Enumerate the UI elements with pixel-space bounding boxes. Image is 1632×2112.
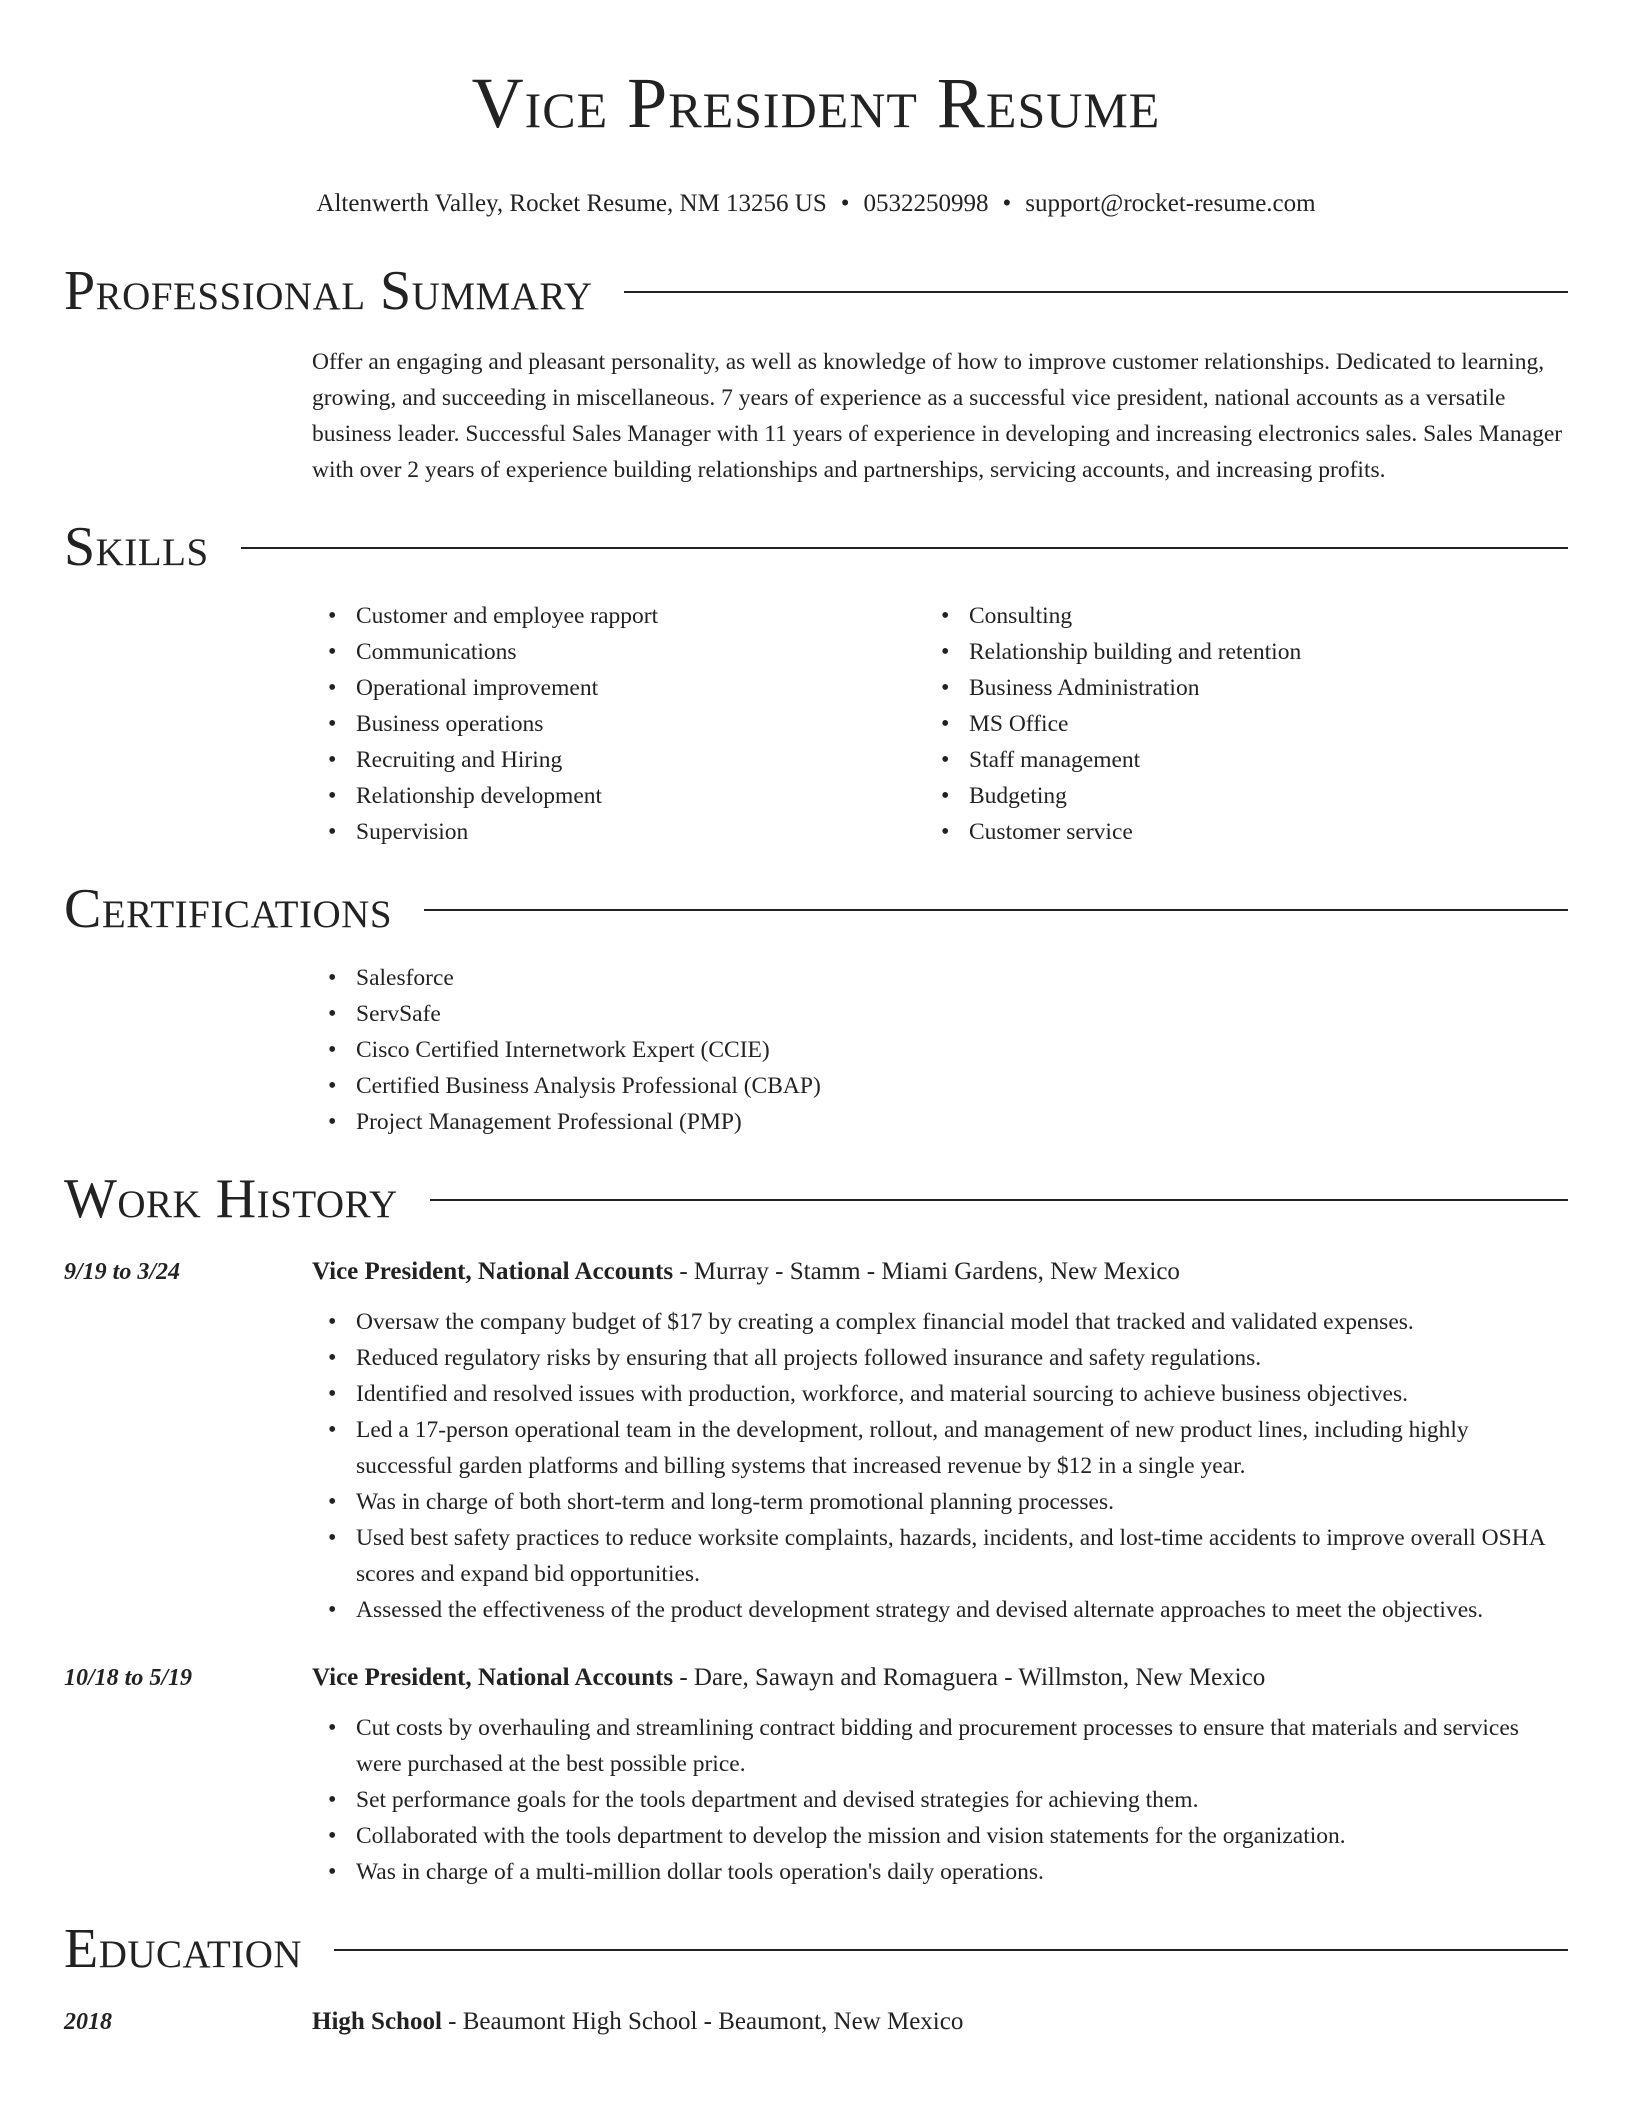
- list-item: • Business Administration: [969, 670, 1538, 706]
- list-item: • Assessed the effectiveness of the product development strategy and devised alternate approaches to meet the objectives.: [356, 1592, 1568, 1628]
- list-item: • Oversaw the company budget of $17 by creating a complex financial model that tracked and validated expenses.: [356, 1304, 1568, 1340]
- list-item: • Operational improvement: [356, 670, 925, 706]
- section-title: Education: [64, 1918, 303, 1980]
- section-header-summary: [64, 258, 1568, 324]
- list-item: • Relationship building and retention: [969, 634, 1538, 670]
- job-employer: - Dare, Sawayn and Romaguera - Willmston, New Mexico: [673, 1664, 1266, 1691]
- job-heading: [312, 1660, 1265, 1696]
- skills-column-left: [312, 598, 925, 850]
- education-year: 2018: [64, 2009, 112, 2035]
- job-title: Vice President, National Accounts: [312, 1258, 674, 1285]
- section-header-education: [64, 1916, 1568, 1982]
- list-item: • Used best safety practices to reduce worksite complaints, hazards, incidents, and lost-time accidents to improve overall OSHA scores and expand bid opportunities.: [356, 1520, 1568, 1592]
- section-divider: [430, 1199, 1568, 1201]
- section-title: Professional Summary: [64, 260, 593, 322]
- list-item: • Led a 17-person operational team in the development, rollout, and management of new product lines, including highly successful garden platforms and billing systems that increased revenue by $12 in a single year.: [356, 1412, 1568, 1484]
- list-item: • Communications: [356, 634, 925, 670]
- list-item: • ServSafe: [356, 996, 1568, 1032]
- contact-line: [64, 188, 1568, 220]
- list-item: • Salesforce: [356, 960, 1568, 996]
- certifications-list: [312, 960, 1568, 1140]
- section-title: Certifications: [64, 878, 393, 940]
- job-bullets: [312, 1304, 1568, 1628]
- section-divider: [334, 1949, 1568, 1951]
- list-item: • Customer service: [969, 814, 1538, 850]
- list-item: • Identified and resolved issues with production, workforce, and material sourcing to achieve business objectives.: [356, 1376, 1568, 1412]
- summary-text: Offer an engaging and pleasant personality, as well as knowledge of how to improve customer relationships. Dedicated to learning, growing, and succeeding in miscellaneous. 7 years of experience as a successful vice president, national accounts as a versatile business leader. Successful Sales Manager with 11 years of experience in developing and increasing electronics sales. Sales Manager with over 2 years of experience building relationships and partnerships, servicing accounts, and increasing profits.: [312, 349, 1563, 483]
- list-item: • MS Office: [969, 706, 1538, 742]
- list-item: • Project Management Professional (PMP): [356, 1104, 1568, 1140]
- list-item: • Staff management: [969, 742, 1538, 778]
- job-entry: [64, 1254, 1568, 1290]
- list-item: • Relationship development: [356, 778, 925, 814]
- education-entry: [64, 2004, 1568, 2040]
- job-heading: [312, 1254, 1180, 1290]
- section-divider: [241, 547, 1568, 549]
- address: Altenwerth Valley, Rocket Resume, NM 13256 US: [316, 190, 827, 217]
- section-header-work-history: [64, 1166, 1568, 1232]
- resume-title: Vice President Resume: [471, 63, 1161, 143]
- job-dates: 9/19 to 3/24: [64, 1259, 181, 1285]
- education-degree: High School: [312, 2008, 442, 2035]
- section-divider: [624, 291, 1568, 293]
- section-header-certifications: [64, 876, 1568, 942]
- list-item: • Cisco Certified Internetwork Expert (CCIE): [356, 1032, 1568, 1068]
- email: support@rocket-resume.com: [1025, 190, 1316, 217]
- list-item: • Certified Business Analysis Professional (CBAP): [356, 1068, 1568, 1104]
- section-title: Skills: [64, 516, 209, 578]
- list-item: • Business operations: [356, 706, 925, 742]
- section-header-skills: [64, 514, 1568, 580]
- education-school: - Beaumont High School - Beaumont, New Mexico: [441, 2008, 964, 2035]
- list-item: • Was in charge of both short-term and long-term promotional planning processes.: [356, 1484, 1568, 1520]
- education-heading: [312, 2004, 963, 2040]
- separator: •: [1002, 190, 1012, 217]
- separator: •: [840, 190, 850, 217]
- phone: 0532250998: [863, 190, 989, 217]
- list-item: • Set performance goals for the tools department and devised strategies for achieving them.: [356, 1782, 1568, 1818]
- job-employer: - Murray - Stamm - Miami Gardens, New Mexico: [673, 1258, 1180, 1285]
- skills-column-right: [925, 598, 1538, 850]
- section-divider: [424, 909, 1568, 911]
- list-item: • Cut costs by overhauling and streamlining contract bidding and procurement processes to ensure that materials and services were purchased at the best possible price.: [356, 1710, 1568, 1782]
- list-item: • Consulting: [969, 598, 1538, 634]
- list-item: • Collaborated with the tools department to develop the mission and vision statements for the organization.: [356, 1818, 1568, 1854]
- job-dates: 10/18 to 5/19: [64, 1665, 193, 1691]
- list-item: • Customer and employee rapport: [356, 598, 925, 634]
- skills-list: [312, 598, 1568, 850]
- list-item: • Supervision: [356, 814, 925, 850]
- job-title: Vice President, National Accounts: [312, 1664, 674, 1691]
- job-bullets: [312, 1710, 1568, 1890]
- list-item: • Reduced regulatory risks by ensuring that all projects followed insurance and safety regulations.: [356, 1340, 1568, 1376]
- job-entry: [64, 1660, 1568, 1696]
- list-item: • Was in charge of a multi-million dollar tools operation's daily operations.: [356, 1854, 1568, 1890]
- list-item: • Budgeting: [969, 778, 1538, 814]
- section-title: Work History: [64, 1168, 398, 1230]
- list-item: • Recruiting and Hiring: [356, 742, 925, 778]
